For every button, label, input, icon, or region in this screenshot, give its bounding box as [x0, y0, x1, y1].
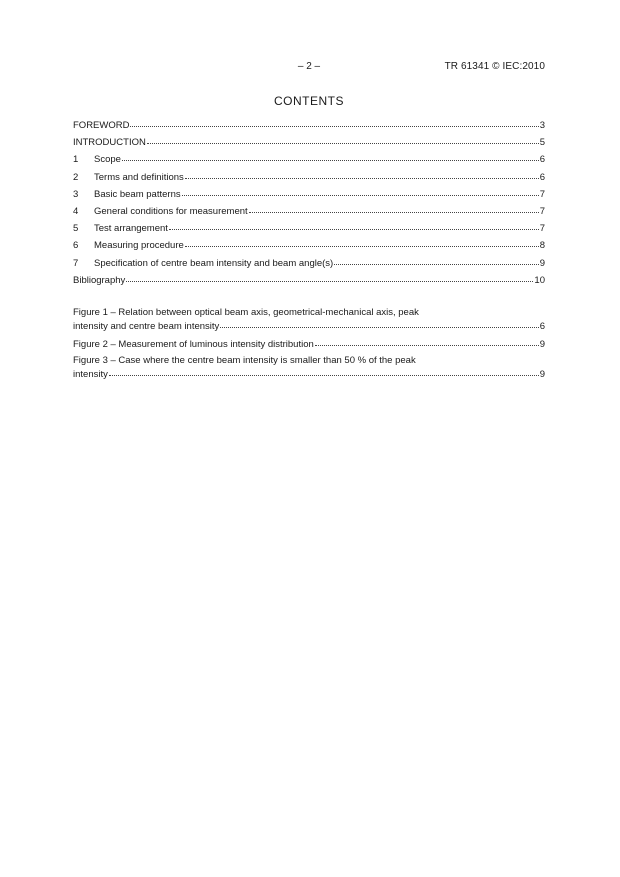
toc-label: Basic beam patterns [94, 188, 181, 200]
document-reference: TR 61341 © IEC:2010 [444, 61, 545, 72]
toc-page-number: 9 [539, 257, 545, 269]
figure-page-number: 6 [539, 321, 545, 332]
toc-page-number: 7 [539, 205, 545, 217]
toc-section-number: 5 [73, 223, 79, 235]
toc-entry-scope[interactable] [73, 152, 545, 169]
toc-label: Bibliography [73, 274, 126, 286]
figure-entry-3[interactable] [73, 355, 545, 379]
figure-page-number: 9 [539, 369, 545, 380]
figure-caption-line: Figure 2 – Measurement of luminous intensity distribution [73, 339, 314, 350]
toc-entry-foreword[interactable] [73, 118, 545, 135]
toc-section-number: 1 [73, 154, 79, 166]
figure-caption-line: Figure 3 – Case where the centre beam intensity is smaller than 50 % of the peak [73, 355, 416, 366]
toc-section-number: 3 [73, 188, 79, 200]
toc-page-number: 3 [539, 120, 545, 131]
toc-label: Measuring procedure [94, 240, 184, 252]
dot-leader [182, 187, 539, 197]
toc-section-number: 6 [73, 240, 79, 252]
dot-leader [185, 170, 539, 180]
list-of-figures [73, 307, 545, 385]
toc-page-number: 7 [539, 223, 545, 235]
toc-entry-specification[interactable] [73, 256, 545, 273]
dot-leader [109, 367, 539, 377]
page-header [73, 61, 545, 75]
toc-label: Specification of centre beam intensity and beam angle(s) [94, 257, 334, 269]
page-number: – 2 – [297, 61, 321, 72]
toc-label: Test arrangement [94, 223, 168, 235]
table-of-contents [73, 118, 545, 290]
dot-leader [334, 256, 538, 266]
toc-label: Terms and definitions [94, 171, 184, 183]
figure-page-number: 9 [539, 339, 545, 350]
dot-leader [147, 135, 539, 145]
dot-leader [169, 221, 539, 231]
toc-page-number: 8 [539, 240, 545, 252]
toc-page-number: 6 [539, 171, 545, 183]
toc-entry-bibliography[interactable] [73, 273, 545, 290]
toc-section-number: 4 [73, 205, 79, 217]
figure-caption-line: intensity [73, 369, 108, 380]
toc-entry-general-conditions[interactable] [73, 204, 545, 221]
toc-label: General conditions for measurement [94, 205, 248, 217]
dot-leader [122, 152, 539, 162]
dot-leader [130, 118, 538, 128]
dot-leader [315, 337, 539, 347]
toc-label: Scope [94, 154, 121, 166]
toc-section-number: 2 [73, 171, 79, 183]
toc-entry-basic-beam-patterns[interactable] [73, 187, 545, 204]
toc-entry-terms-and-definitions[interactable] [73, 170, 545, 187]
toc-label: FOREWORD [73, 120, 130, 131]
figure-entry-2[interactable] [73, 337, 545, 349]
figure-entry-1[interactable] [73, 307, 545, 331]
contents-title: CONTENTS [274, 94, 344, 108]
toc-page-number: 7 [539, 188, 545, 200]
figure-caption-line: intensity and centre beam intensity [73, 321, 220, 332]
toc-label: INTRODUCTION [73, 137, 146, 149]
toc-entry-test-arrangement[interactable] [73, 221, 545, 238]
figure-caption-line: Figure 1 – Relation between optical beam axis, geometrical-mechanical axis, peak [73, 307, 419, 318]
dot-leader [185, 238, 539, 248]
toc-entry-introduction[interactable] [73, 135, 545, 152]
toc-page-number: 10 [534, 274, 545, 286]
toc-section-number: 7 [73, 257, 79, 269]
dot-leader [220, 319, 538, 329]
dot-leader [249, 204, 539, 214]
toc-page-number: 6 [539, 154, 545, 166]
dot-leader [126, 273, 533, 283]
toc-entry-measuring-procedure[interactable] [73, 238, 545, 255]
toc-page-number: 5 [539, 137, 545, 149]
